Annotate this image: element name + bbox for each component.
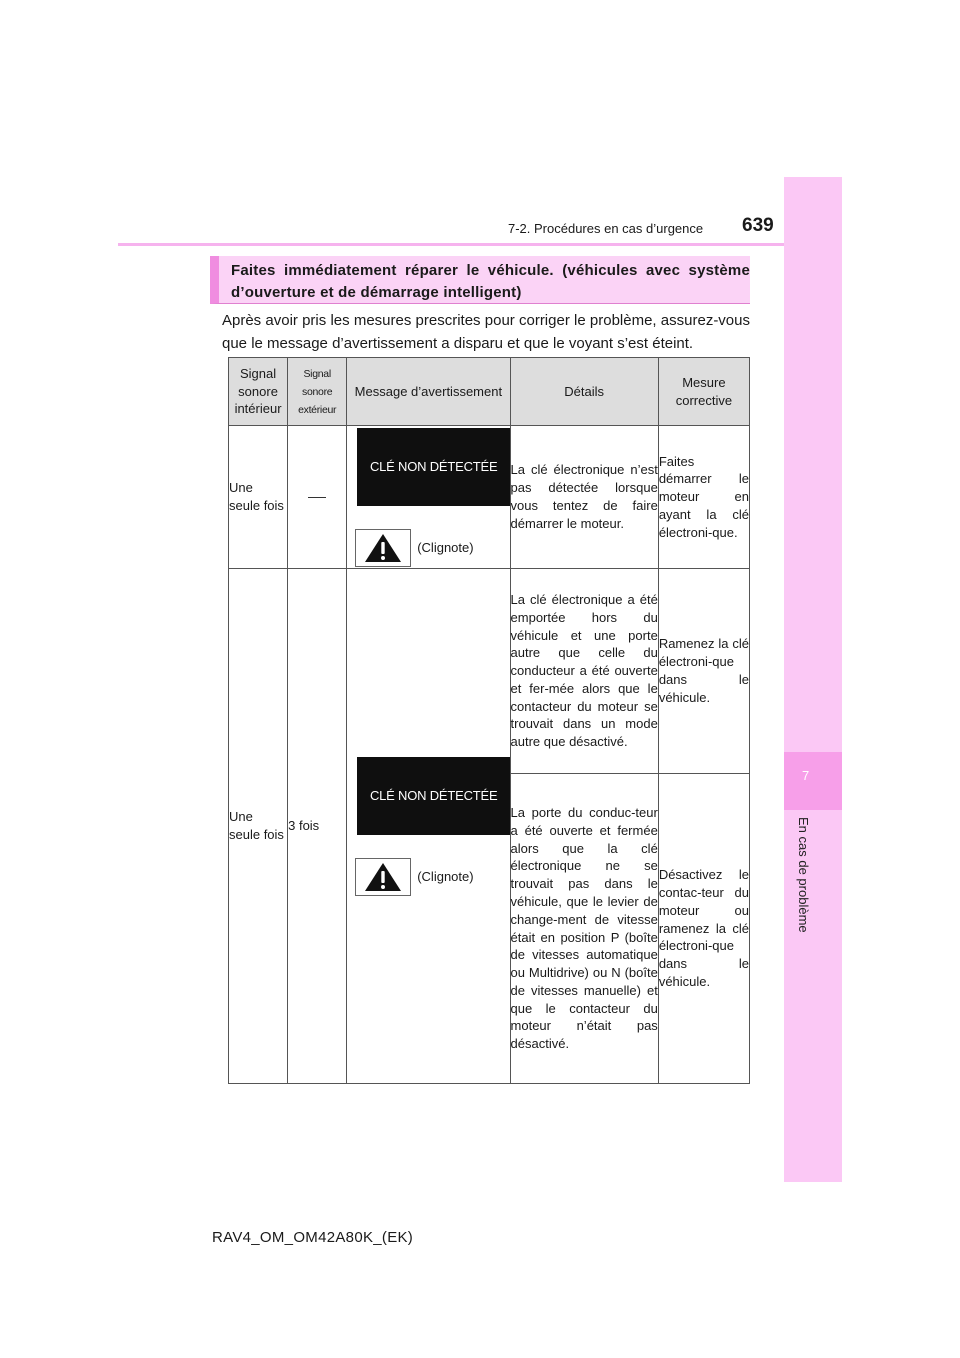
chapter-side-tab [784, 177, 842, 1182]
interior-buzzer-cell: Une seule fois [229, 426, 288, 569]
warning-light-box [355, 529, 411, 567]
display-screen: CLÉ NON DÉTECTÉE [357, 757, 510, 835]
header-warning-message: Message d’avertissement [347, 358, 510, 426]
warning-light-box [355, 858, 411, 896]
exterior-buzzer-cell: 3 fois [288, 569, 347, 1084]
table-row [229, 569, 750, 774]
interior-buzzer-cell: Une seule fois [229, 569, 288, 1084]
header-details: Détails [510, 358, 658, 426]
warning-triangle-icon [364, 533, 402, 563]
header-corrective-action: Mesure corrective [658, 358, 749, 426]
corrective-action-cell: Ramenez la clé électroni-que dans le véhicule. [658, 569, 749, 774]
header-interior-buzzer: Signal sonore intérieur [229, 358, 288, 426]
warning-indicator [355, 529, 510, 567]
warning-message-cell [347, 426, 510, 569]
section-heading: Faites immédiatement réparer le véhicule. (véhicules avec système d’ouverture et de démarrage intelligent) [210, 256, 750, 304]
none-dash [308, 497, 326, 498]
warning-message-cell [347, 569, 510, 1084]
warning-indicator [355, 858, 510, 896]
blink-label: (Clignote) [417, 868, 474, 884]
chapter-number: 7 [802, 768, 810, 783]
page-number: 639 [742, 215, 774, 236]
intro-paragraph: Après avoir pris les mesures prescrites pour corriger le problème, assurez-vous que le message d’avertissement a disparu et que le voyant s’est éteint. [222, 312, 750, 352]
chapter-number-box [784, 752, 842, 810]
corrective-action-cell: Faites démarrer le moteur en ayant la clé électroni-que. [658, 426, 749, 569]
blink-label: (Clignote) [417, 539, 474, 555]
corrective-action-cell: Désactivez le contac-teur du moteur ou ramenez la clé électroni-que dans le véhicule. [658, 774, 749, 1084]
warning-table [228, 357, 750, 1084]
exterior-buzzer-cell [288, 426, 347, 569]
details-cell: La clé électronique n’est pas détectée lorsque vous tentez de faire démarrer le moteur. [510, 426, 658, 569]
table-row [229, 426, 750, 569]
chapter-label: En cas de problème [796, 817, 811, 933]
document-code: RAV4_OM_OM42A80K_(EK) [212, 1229, 414, 1246]
header-rule [118, 243, 842, 246]
section-title: 7-2. Procédures en cas d’urgence [508, 221, 704, 236]
details-cell: La porte du conduc-teur a été ouverte et fermée alors que la clé électronique ne se trouvait pas dans le véhicule, que le levier de change-ment de vitesse était en position P (boîte de vitesses automatique ou Multidrive) ou N (boîte de vitesses manuelle) et que le contacteur du moteur n’était pas désactivé. [510, 774, 658, 1084]
display-screen: CLÉ NON DÉTECTÉE [357, 428, 510, 506]
table-header-row [229, 358, 750, 426]
details-cell: La clé électronique a été emportée hors du véhicule et une porte autre que celle du conducteur a été ouverte et fer-mée alors que le contacteur du moteur se trouvait dans un mode autre que désactivé. [510, 569, 658, 774]
warning-triangle-icon [364, 862, 402, 892]
header-exterior-buzzer: Signal sonore extérieur [288, 358, 347, 426]
